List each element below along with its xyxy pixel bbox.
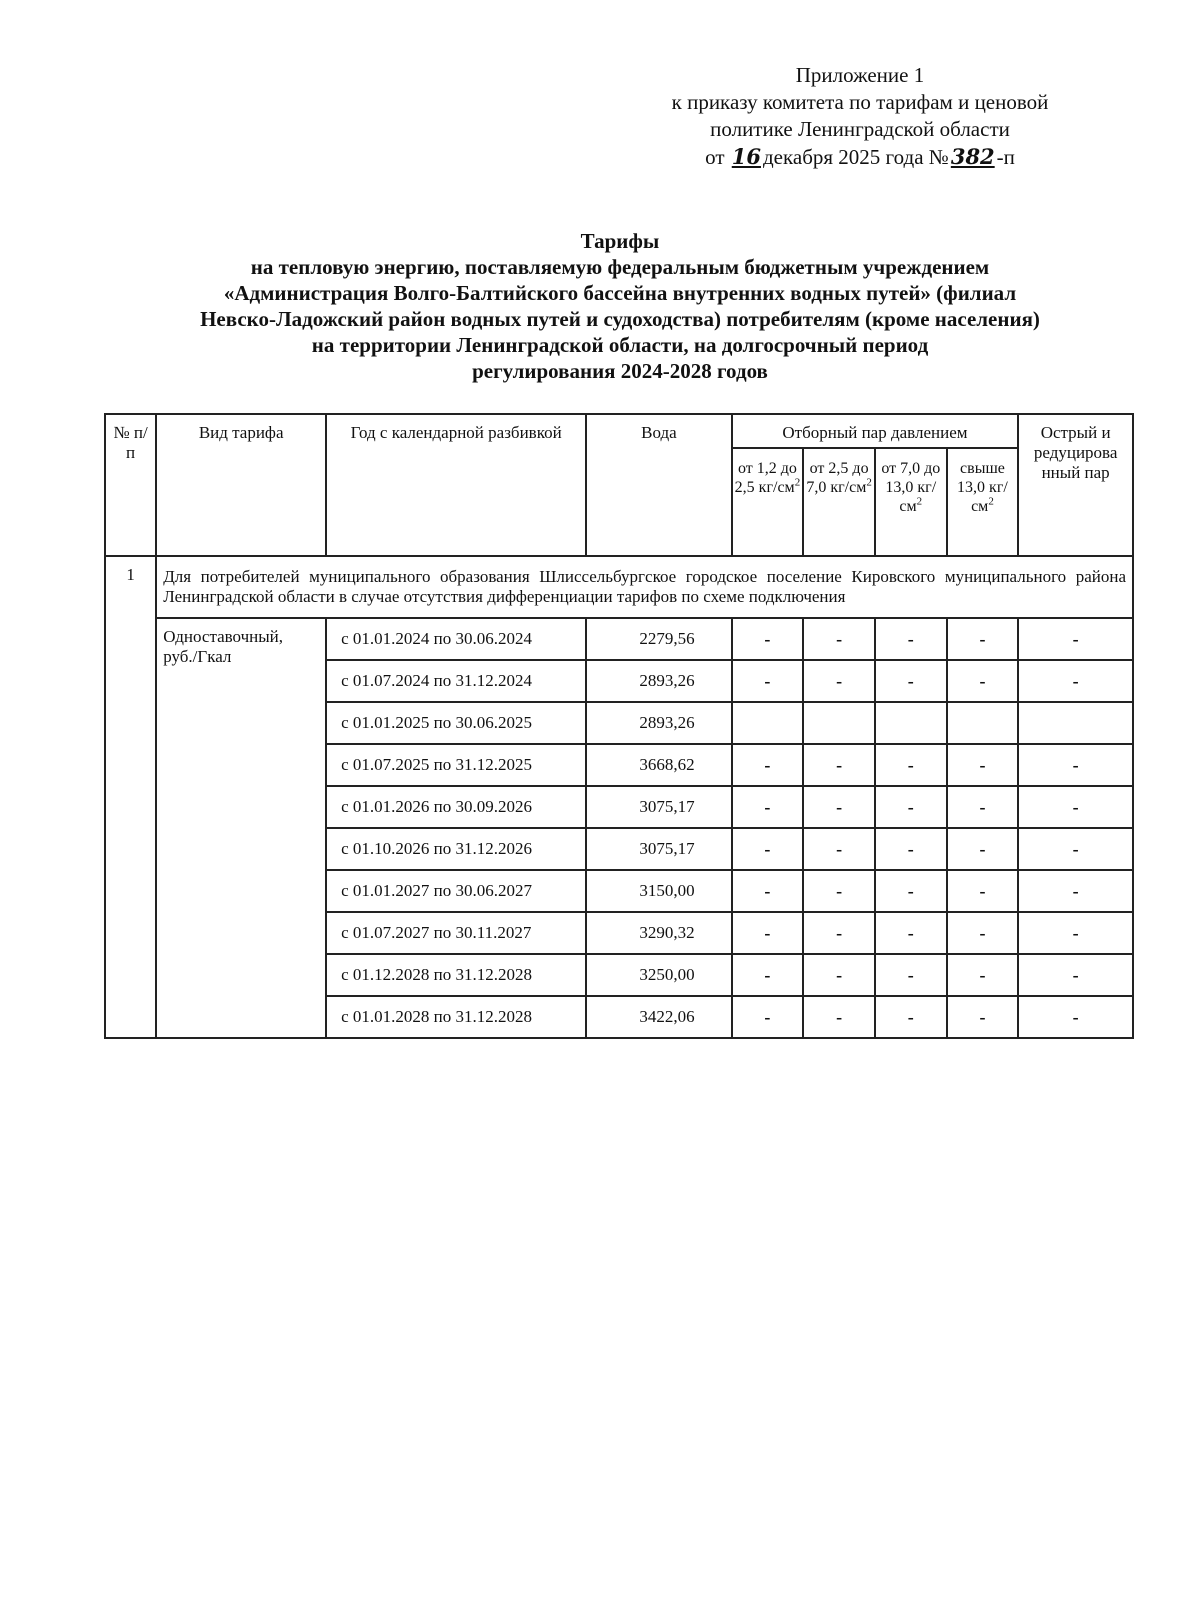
tariff-table [104, 413, 1134, 1039]
header-year: Год с календарной разбивкой [326, 414, 586, 556]
header-sharp-steam: Острый и редуцирова нный пар [1018, 414, 1133, 556]
steam-3-cell: - [875, 912, 947, 954]
steam-4-cell: - [947, 912, 1019, 954]
period-cell: с 01.12.2028 по 31.12.2028 [326, 954, 586, 996]
period-cell: с 01.01.2027 по 30.06.2027 [326, 870, 586, 912]
header-steam-group: Отборный пар давлением [732, 414, 1019, 448]
title-line-4: Невско-Ладожский район водных путей и судоходства) потребителям (кроме населения) [200, 307, 1040, 331]
steam-3-cell: - [875, 996, 947, 1038]
steam-3-cell: - [875, 828, 947, 870]
steam-2-cell: - [803, 870, 875, 912]
steam-2-cell: - [803, 954, 875, 996]
sharp-steam-cell: - [1018, 870, 1133, 912]
sharp-steam-cell: - [1018, 912, 1133, 954]
steam-2-cell: - [803, 996, 875, 1038]
steam-4-cell: - [947, 786, 1019, 828]
date-prefix: от [705, 145, 725, 169]
water-value-cell: 3075,17 [586, 828, 731, 870]
header-steam-3: от 7,0 до 13,0 $кг/см^2$ [875, 448, 947, 556]
steam-1-cell [732, 702, 804, 744]
steam-2-cell: - [803, 912, 875, 954]
steam-2-cell: - [803, 618, 875, 660]
tariff-type-cell: Одноставочный, руб./Гкал [156, 618, 326, 1038]
period-cell: с 01.01.2026 по 30.09.2026 [326, 786, 586, 828]
steam-2-cell: - [803, 828, 875, 870]
header-steam-1: от 1,2 до 2,5 $кг/см^2$ [732, 448, 804, 556]
steam-4-cell: - [947, 954, 1019, 996]
steam-4-cell: - [947, 828, 1019, 870]
steam-4-cell: - [947, 744, 1019, 786]
steam-4-cell: - [947, 996, 1019, 1038]
appendix-header [600, 62, 1120, 171]
steam-1-cell: - [732, 744, 804, 786]
steam-3-cell: - [875, 744, 947, 786]
steam-1-cell: - [732, 786, 804, 828]
order-suffix: -п [996, 145, 1015, 169]
water-value-cell: 2279,56 [586, 618, 731, 660]
title-line-2: на тепловую энергию, поставляемую федеральным бюджетным учреждением [250, 255, 990, 279]
water-value-cell: 3150,00 [586, 870, 731, 912]
steam-3-cell: - [875, 870, 947, 912]
date-middle: декабря 2025 года № [762, 145, 949, 169]
steam-4-cell: - [947, 870, 1019, 912]
water-value-cell: 2893,26 [586, 702, 731, 744]
group-row [105, 556, 1133, 618]
period-cell: с 01.07.2025 по 31.12.2025 [326, 744, 586, 786]
period-cell: с 01.10.2026 по 31.12.2026 [326, 828, 586, 870]
document-title [110, 228, 1130, 384]
appendix-order-ref: к приказу комитета по тарифам и ценовой [671, 90, 1049, 114]
steam-2-cell: - [803, 660, 875, 702]
period-cell: с 01.01.2028 по 31.12.2028 [326, 996, 586, 1038]
group-number: 1 [105, 556, 156, 1038]
water-value-cell: 3668,62 [586, 744, 731, 786]
steam-3-cell: - [875, 954, 947, 996]
sharp-steam-cell [1018, 702, 1133, 744]
steam-1-cell: - [732, 996, 804, 1038]
period-cell: с 01.01.2025 по 30.06.2025 [326, 702, 586, 744]
sharp-steam-cell: - [1018, 996, 1133, 1038]
period-cell: с 01.07.2027 по 30.11.2027 [326, 912, 586, 954]
steam-3-cell [875, 702, 947, 744]
steam-4-cell: - [947, 618, 1019, 660]
title-line-5: на территории Ленинградской области, на долгосрочный период [311, 333, 929, 357]
handwritten-order-number: 382 [950, 144, 995, 169]
period-cell: с 01.01.2024 по 30.06.2024 [326, 618, 586, 660]
title-line-6: регулирования 2024-2028 годов [472, 359, 768, 383]
steam-2-cell: - [803, 786, 875, 828]
water-value-cell: 3250,00 [586, 954, 731, 996]
header-steam-2: от 2,5 до 7,0 $кг/см^2$ [803, 448, 875, 556]
header-num: № п/п [105, 414, 156, 556]
steam-2-cell: - [803, 744, 875, 786]
handwritten-day: 16 [731, 144, 761, 169]
steam-3-cell: - [875, 618, 947, 660]
header-water: Вода [586, 414, 731, 556]
title-line-3: «Администрация Волго-Балтийского бассейна внутренних водных путей» (филиал [223, 281, 1017, 305]
sharp-steam-cell: - [1018, 828, 1133, 870]
sharp-steam-cell: - [1018, 954, 1133, 996]
steam-1-cell: - [732, 828, 804, 870]
water-value-cell: 3075,17 [586, 786, 731, 828]
steam-3-cell: - [875, 786, 947, 828]
sharp-steam-cell: - [1018, 786, 1133, 828]
sharp-steam-cell: - [1018, 618, 1133, 660]
appendix-date-line [600, 143, 1120, 171]
water-value-cell: 3290,32 [586, 912, 731, 954]
header-row-1 [105, 414, 1133, 448]
title-line-1: Тарифы [580, 229, 660, 253]
steam-4-cell: - [947, 660, 1019, 702]
appendix-title: Приложение 1 [795, 63, 925, 87]
header-tariff-type: Вид тарифа [156, 414, 326, 556]
header-steam-4: свыше 13,0 $кг/см^2$ [947, 448, 1019, 556]
sharp-steam-cell: - [1018, 660, 1133, 702]
steam-1-cell: - [732, 912, 804, 954]
steam-1-cell: - [732, 618, 804, 660]
appendix-committee: политике Ленинградской области [710, 117, 1010, 141]
steam-3-cell: - [875, 660, 947, 702]
group-description: Для потребителей муниципального образования Шлиссельбургское городское поселение Кировского муниципального района Ленинградской области в случае отсутствия дифференциации тарифов по схеме подключения [156, 556, 1133, 618]
period-cell: с 01.07.2024 по 31.12.2024 [326, 660, 586, 702]
table-row [105, 618, 1133, 660]
steam-2-cell [803, 702, 875, 744]
steam-1-cell: - [732, 870, 804, 912]
sharp-steam-cell: - [1018, 744, 1133, 786]
steam-1-cell: - [732, 660, 804, 702]
steam-1-cell: - [732, 954, 804, 996]
water-value-cell: 3422,06 [586, 996, 731, 1038]
steam-4-cell [947, 702, 1019, 744]
water-value-cell: 2893,26 [586, 660, 731, 702]
